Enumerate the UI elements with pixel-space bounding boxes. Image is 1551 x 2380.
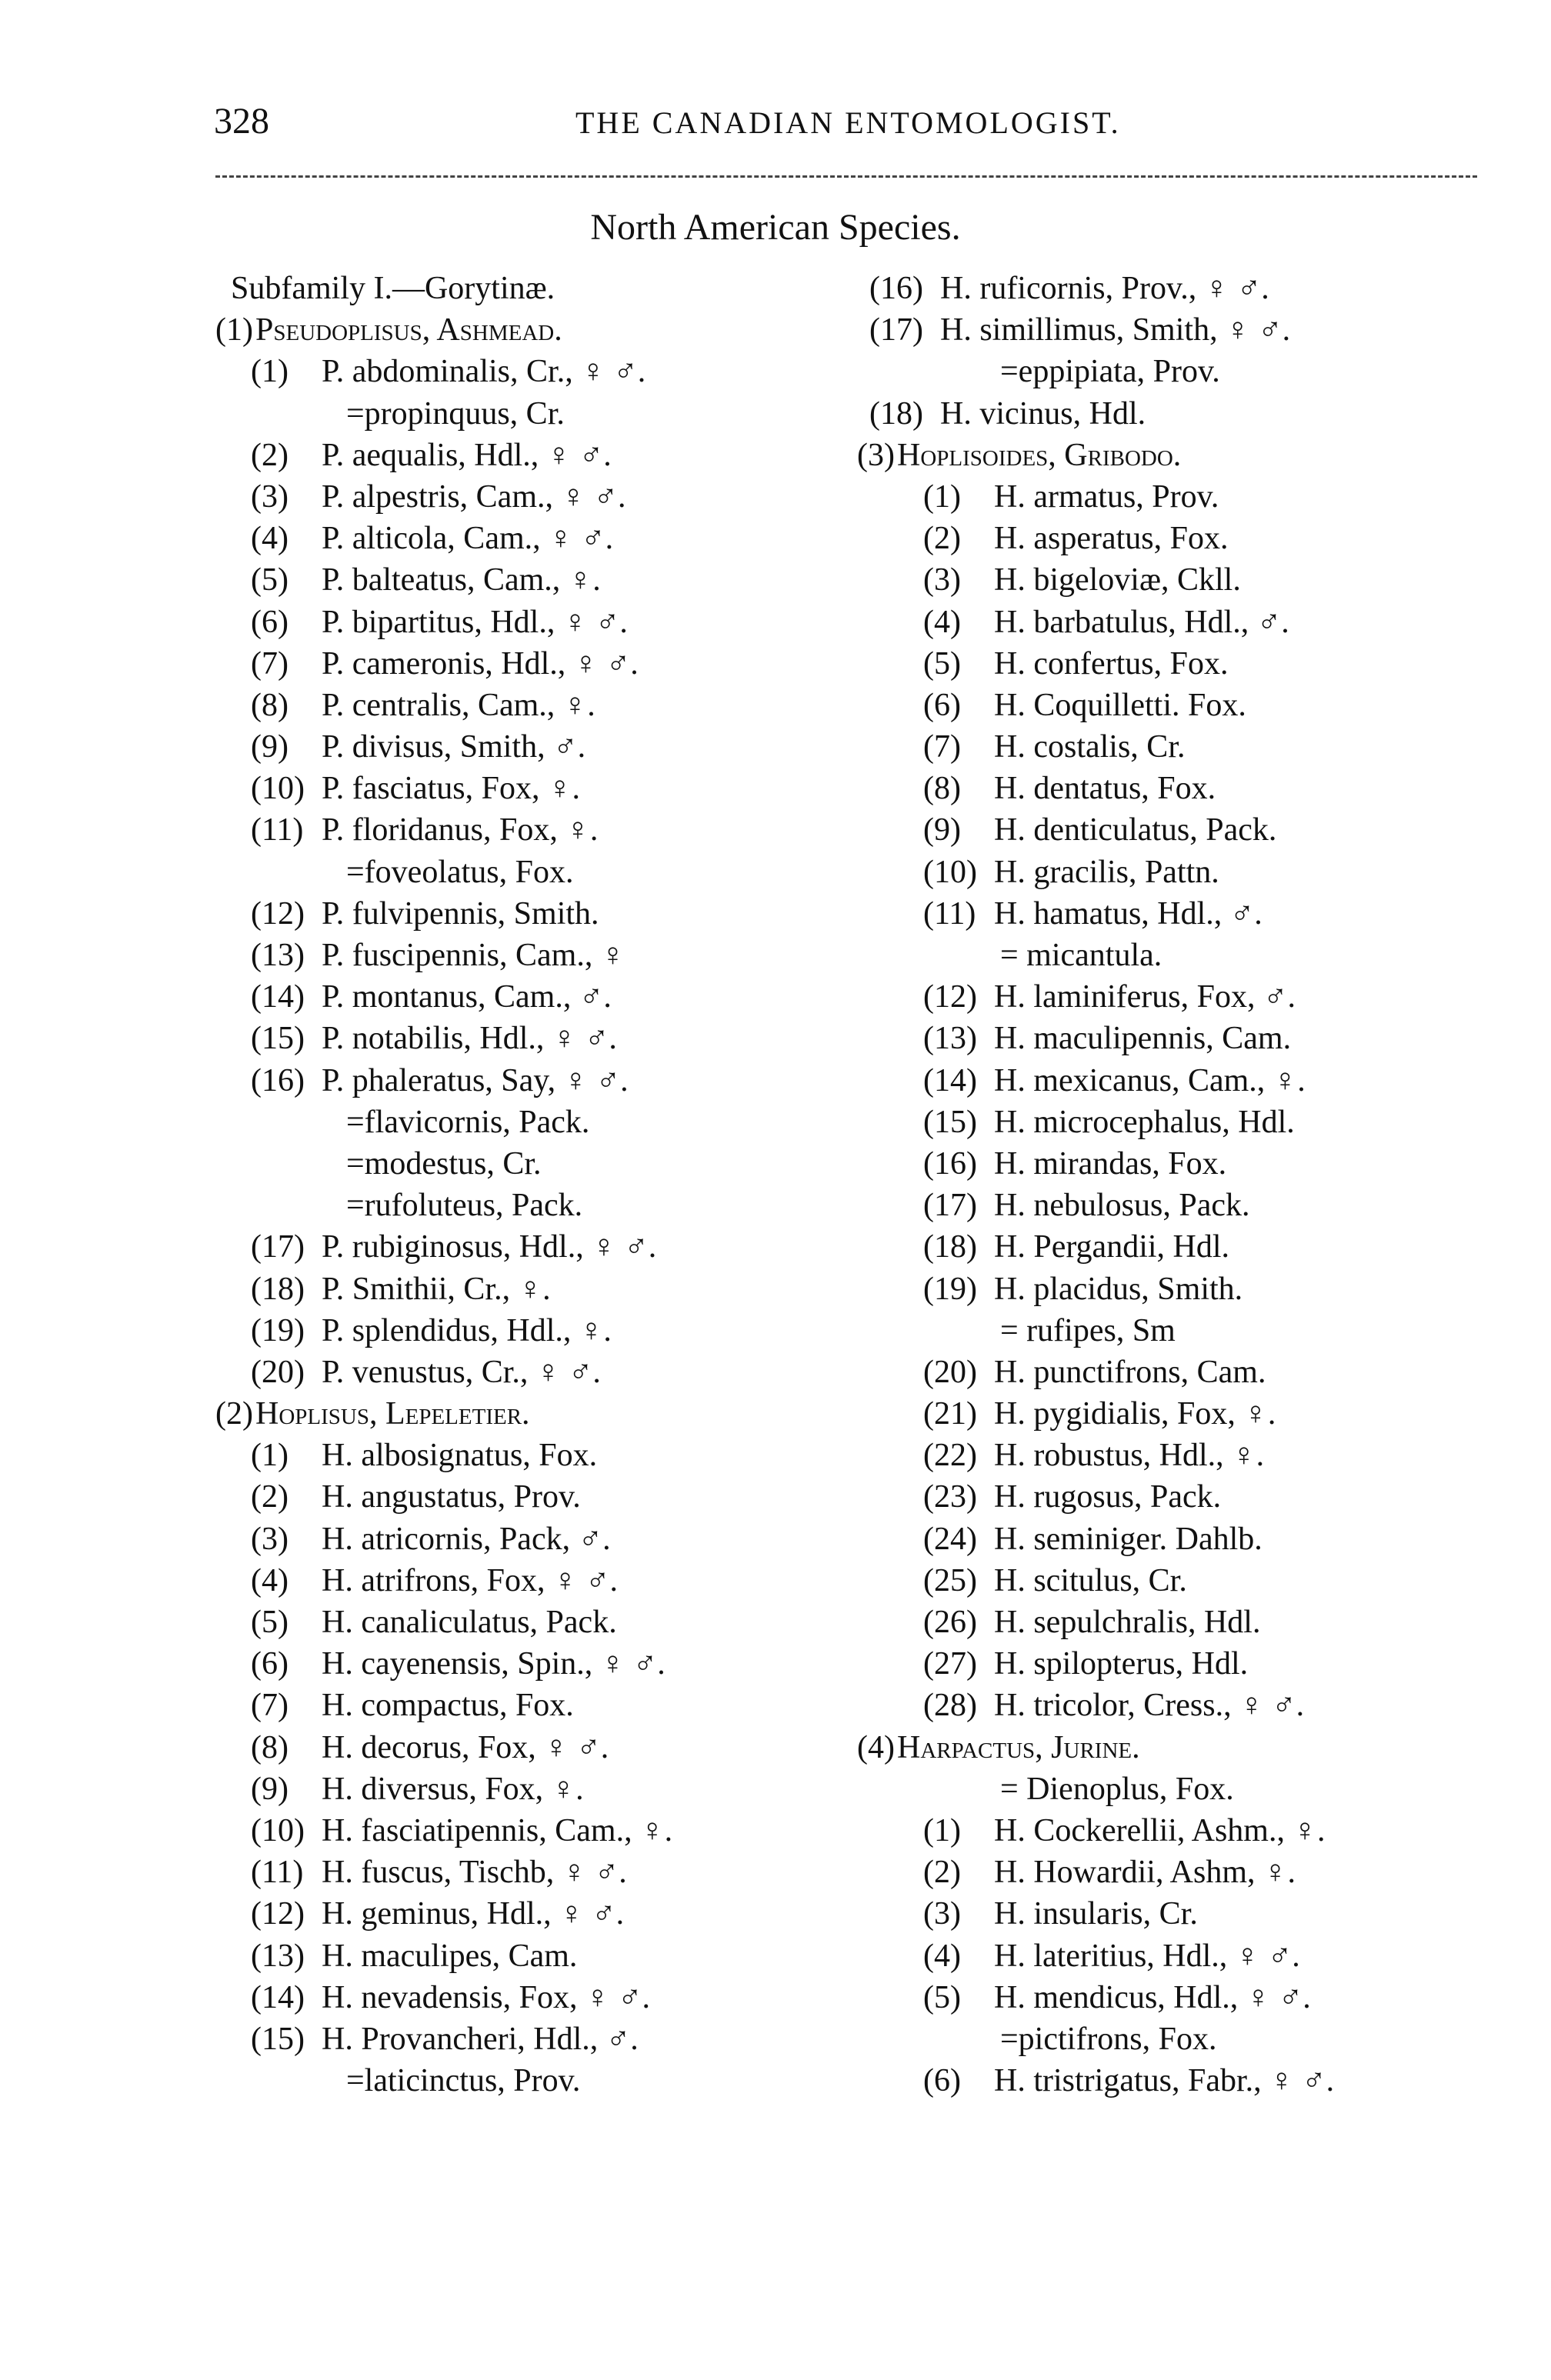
entry-text: H. asperatus, Fox.	[994, 521, 1229, 557]
entry-text: H. rugosus, Pack.	[994, 1479, 1222, 1515]
list-item	[846, 268, 1477, 309]
entry-text: H. maculipennis, Cam.	[994, 1021, 1292, 1057]
entry-text: H. diversus, Fox, ♀.	[322, 1771, 584, 1807]
entry-text: H. sepulchralis, Hdl.	[994, 1605, 1261, 1640]
list-item	[215, 1226, 846, 1268]
entry-number: (17)	[251, 1229, 305, 1265]
entry-text: = rufipes, Sm	[1000, 1312, 1176, 1348]
entry-number: (9)	[251, 1771, 289, 1807]
entry-number: (10)	[251, 771, 305, 807]
entry-text: Subfamily I.—Gorytinæ.	[231, 271, 555, 306]
entry-number: (18)	[251, 1271, 305, 1307]
entry-text: =flavicornis, Pack.	[346, 1104, 590, 1140]
list-item	[215, 852, 846, 893]
list-item	[846, 1476, 1477, 1518]
list-item	[215, 1060, 846, 1102]
entry-number: (8)	[251, 1729, 289, 1765]
entry-number: (12)	[251, 1896, 305, 1932]
entry-text: H. Provancheri, Hdl., ♂.	[322, 2021, 639, 2057]
list-item	[846, 2060, 1477, 2102]
entry-number: (4)	[923, 1938, 961, 1974]
list-item	[846, 1685, 1477, 1726]
list-item	[215, 1685, 846, 1726]
entry-number: (13)	[923, 1021, 977, 1057]
entry-number: (3)	[857, 437, 895, 473]
entry-text: H. cayenensis, Spin., ♀ ♂.	[322, 1646, 665, 1682]
list-item	[215, 1435, 846, 1476]
entry-text: H. mirandas, Fox.	[994, 1145, 1227, 1182]
entry-text: Pseudoplisus, Ashmead.	[255, 312, 562, 348]
entry-text: Hoplisus, Lepeletier.	[255, 1396, 530, 1432]
entry-text: =propinquus, Cr.	[346, 395, 565, 432]
entry-text: = micantula.	[1000, 938, 1162, 973]
entry-text: H. mexicanus, Cam., ♀.	[994, 1062, 1306, 1098]
list-item	[215, 1852, 846, 1893]
entry-text: P. alticola, Cam., ♀ ♂.	[322, 521, 614, 557]
list-item	[215, 393, 846, 435]
list-item	[215, 518, 846, 559]
entry-text: P. fasciatus, Fox, ♀.	[322, 771, 580, 807]
entry-number: (7)	[923, 729, 961, 765]
entry-number: (10)	[251, 1812, 305, 1848]
entry-text: H. denticulatus, Pack.	[994, 812, 1277, 848]
entry-number: (22)	[923, 1438, 977, 1474]
entry-text: P. cameronis, Hdl., ♀ ♂.	[322, 645, 639, 682]
left-column	[215, 268, 846, 2102]
list-item	[215, 1476, 846, 1518]
running-title: THE CANADIAN ENTOMOLOGIST.	[575, 105, 1121, 140]
page-number: 328	[214, 101, 269, 142]
entry-text: H. placidus, Smith.	[994, 1271, 1243, 1307]
list-item	[215, 1810, 846, 1852]
list-item	[215, 1602, 846, 1643]
entry-text: H. geminus, Hdl., ♀ ♂.	[322, 1896, 625, 1932]
list-item	[846, 726, 1477, 768]
entry-text: H. gracilis, Pattn.	[994, 854, 1219, 890]
entry-number: (15)	[251, 1021, 305, 1057]
list-item	[846, 309, 1477, 351]
list-item	[215, 1268, 846, 1310]
entry-number: (8)	[923, 771, 961, 807]
entry-number: (17)	[869, 312, 923, 348]
entry-number: (15)	[923, 1104, 977, 1140]
entry-number: (1)	[215, 312, 253, 348]
list-item	[215, 2018, 846, 2060]
list-item	[846, 1018, 1477, 1059]
entry-number: (18)	[923, 1229, 977, 1265]
entry-number: (4)	[923, 604, 961, 640]
list-item	[215, 768, 846, 809]
list-item	[846, 935, 1477, 976]
list-item	[846, 976, 1477, 1018]
entry-number: (20)	[923, 1354, 977, 1390]
entry-text: H. lateritius, Hdl., ♀ ♂.	[994, 1938, 1300, 1974]
entry-text: H. angustatus, Prov.	[322, 1479, 581, 1515]
entry-text: H. tristrigatus, Fabr., ♀ ♂.	[994, 2063, 1335, 2099]
entry-text: P. floridanus, Fox, ♀.	[322, 812, 599, 848]
entry-number: (14)	[251, 979, 305, 1015]
entry-number: (6)	[923, 2063, 961, 2099]
list-item	[215, 1727, 846, 1768]
entry-number: (4)	[251, 521, 289, 557]
entry-number: (2)	[923, 1855, 961, 1891]
list-item	[846, 393, 1477, 435]
entry-text: H. tricolor, Cress., ♀ ♂.	[994, 1688, 1305, 1724]
entry-text: H. nebulosus, Pack.	[994, 1188, 1250, 1224]
list-item	[846, 476, 1477, 518]
entry-text: H. Coquilletti. Fox.	[994, 687, 1246, 723]
entry-text: H. barbatulus, Hdl., ♂.	[994, 604, 1289, 640]
entry-text: H. nevadensis, Fox, ♀ ♂.	[322, 1979, 650, 2015]
entry-number: (20)	[251, 1354, 305, 1390]
list-item	[846, 602, 1477, 643]
list-item	[215, 1643, 846, 1685]
list-item	[215, 351, 846, 392]
list-item	[846, 518, 1477, 559]
entry-text: H. fuscus, Tischb, ♀ ♂.	[322, 1855, 627, 1891]
entry-number: (15)	[251, 2021, 305, 2057]
entry-text: H. microcephalus, Hdl.	[994, 1104, 1295, 1140]
entry-number: (25)	[923, 1562, 977, 1598]
list-item	[215, 1393, 846, 1435]
entry-number: (5)	[923, 1979, 961, 2015]
entry-number: (3)	[251, 478, 289, 515]
entry-number: (7)	[251, 1688, 289, 1724]
list-item	[215, 643, 846, 685]
list-item	[215, 2060, 846, 2102]
entry-number: (1)	[923, 478, 961, 515]
entry-number: (14)	[923, 1062, 977, 1098]
entry-text: H. mendicus, Hdl., ♀ ♂.	[994, 1979, 1311, 2015]
entry-text: H. atricornis, Pack, ♂.	[322, 1521, 611, 1557]
entry-number: (27)	[923, 1646, 977, 1682]
list-item	[215, 476, 846, 518]
entry-text: H. seminiger. Dahlb.	[994, 1521, 1262, 1557]
list-item	[846, 1226, 1477, 1268]
entry-text: P. splendidus, Hdl., ♀.	[322, 1312, 612, 1348]
list-item	[846, 1560, 1477, 1602]
entry-text: P. centralis, Cam., ♀.	[322, 687, 595, 723]
list-item	[215, 1977, 846, 2018]
entry-text: P. montanus, Cam., ♂.	[322, 979, 612, 1015]
entry-text: P. venustus, Cr., ♀ ♂.	[322, 1354, 601, 1390]
entry-number: (11)	[251, 1855, 304, 1891]
entry-number: (11)	[251, 812, 304, 848]
entry-number: (12)	[923, 979, 977, 1015]
entry-text: P. fuscipennis, Cam., ♀	[322, 938, 625, 973]
list-item	[846, 893, 1477, 935]
list-item	[846, 1060, 1477, 1102]
list-item	[846, 685, 1477, 726]
list-item	[846, 1935, 1477, 1977]
list-item	[215, 1310, 846, 1352]
entry-number: (16)	[251, 1062, 305, 1098]
list-item	[846, 1893, 1477, 1935]
list-item	[846, 1393, 1477, 1435]
entry-number: (16)	[923, 1145, 977, 1182]
header-rule	[215, 175, 1477, 178]
list-item	[215, 1102, 846, 1143]
entry-number: (19)	[251, 1312, 305, 1348]
entry-text: H. Howardii, Ashm, ♀.	[994, 1855, 1296, 1891]
list-item	[846, 1185, 1477, 1226]
entry-text: H. costalis, Cr.	[994, 729, 1186, 765]
list-item	[846, 351, 1477, 392]
list-item	[846, 1435, 1477, 1476]
entry-text: H. punctifrons, Cam.	[994, 1354, 1266, 1390]
entry-text: =laticinctus, Prov.	[346, 2063, 581, 2099]
entry-text: H. albosignatus, Fox.	[322, 1438, 598, 1474]
entry-text: P. abdominalis, Cr., ♀ ♂.	[322, 354, 646, 390]
entry-number: (5)	[251, 562, 289, 598]
list-item	[846, 1310, 1477, 1352]
entry-text: P. notabilis, Hdl., ♀ ♂.	[322, 1021, 617, 1057]
entry-text: P. balteatus, Cam., ♀.	[322, 562, 601, 598]
section-title: North American Species.	[590, 207, 961, 248]
right-column	[846, 268, 1477, 2102]
list-item	[215, 893, 846, 935]
entry-number: (10)	[923, 854, 977, 890]
entry-text: H. hamatus, Hdl., ♂.	[994, 895, 1262, 932]
list-item	[846, 1518, 1477, 1560]
entry-text: H. decorus, Fox, ♀ ♂.	[322, 1729, 609, 1765]
entry-text: H. bigeloviæ, Ckll.	[994, 562, 1241, 598]
list-item	[846, 1643, 1477, 1685]
list-item	[846, 809, 1477, 851]
entry-number: (2)	[251, 1479, 289, 1515]
list-item	[215, 935, 846, 976]
list-item	[846, 559, 1477, 601]
entry-text: P. aequalis, Hdl., ♀ ♂.	[322, 437, 612, 473]
entry-number: (5)	[923, 645, 961, 682]
entry-text: P. alpestris, Cam., ♀ ♂.	[322, 478, 626, 515]
entry-number: (3)	[251, 1521, 289, 1557]
entry-text: = Dienoplus, Fox.	[1000, 1771, 1234, 1807]
entry-text: Harpactus, Jurine.	[897, 1729, 1140, 1765]
entry-text: H. dentatus, Fox.	[994, 771, 1216, 807]
list-item	[215, 1768, 846, 1810]
entry-text: H. insularis, Cr.	[994, 1896, 1198, 1932]
entry-text: H. fasciatipennis, Cam., ♀.	[322, 1812, 673, 1848]
entry-number: (9)	[923, 812, 961, 848]
entry-text: H. robustus, Hdl., ♀.	[994, 1438, 1265, 1474]
entry-number: (1)	[251, 1438, 289, 1474]
list-item	[215, 1893, 846, 1935]
entry-number: (14)	[251, 1979, 305, 2015]
list-item	[215, 1185, 846, 1226]
entry-text: H. maculipes, Cam.	[322, 1938, 578, 1974]
list-item	[215, 1935, 846, 1977]
entry-number: (13)	[251, 938, 305, 973]
entry-text: P. phaleratus, Say, ♀ ♂.	[322, 1062, 629, 1098]
list-item	[215, 1560, 846, 1602]
list-item	[215, 1018, 846, 1059]
entry-number: (4)	[251, 1562, 289, 1598]
entry-text: H. atrifrons, Fox, ♀ ♂.	[322, 1562, 618, 1598]
entry-number: (16)	[869, 271, 923, 306]
entry-number: (2)	[251, 437, 289, 473]
entry-text: H. scitulus, Cr.	[994, 1562, 1187, 1598]
entry-text: =rufoluteus, Pack.	[346, 1188, 583, 1224]
entry-number: (3)	[923, 562, 961, 598]
entry-number: (8)	[251, 687, 289, 723]
list-item	[846, 2018, 1477, 2060]
entry-number: (6)	[923, 687, 961, 723]
list-item	[215, 726, 846, 768]
entry-number: (26)	[923, 1605, 977, 1640]
entry-text: =eppipiata, Prov.	[1000, 354, 1220, 390]
list-item	[846, 1727, 1477, 1768]
entry-number: (6)	[251, 604, 289, 640]
list-item	[215, 685, 846, 726]
list-item	[846, 1602, 1477, 1643]
list-item	[215, 1143, 846, 1185]
entry-text: H. simillimus, Smith, ♀ ♂.	[940, 312, 1291, 348]
page-header	[214, 100, 1476, 146]
list-item	[215, 559, 846, 601]
list-item	[215, 976, 846, 1018]
list-item	[215, 435, 846, 476]
entry-number: (11)	[923, 895, 976, 932]
list-item	[215, 1518, 846, 1560]
entry-number: (24)	[923, 1521, 977, 1557]
entry-text: H. ruficornis, Prov., ♀ ♂.	[940, 271, 1269, 306]
entry-number: (4)	[857, 1729, 895, 1765]
list-item	[846, 768, 1477, 809]
list-item	[846, 1143, 1477, 1185]
entry-number: (17)	[923, 1188, 977, 1224]
list-item	[846, 1768, 1477, 1810]
list-item	[215, 809, 846, 851]
entry-number: (13)	[251, 1938, 305, 1974]
entry-text: Hoplisoides, Gribodo.	[897, 437, 1182, 473]
entry-text: P. Smithii, Cr., ♀.	[322, 1271, 551, 1307]
entry-text: P. rubiginosus, Hdl., ♀ ♂.	[322, 1229, 657, 1265]
entry-text: H. confertus, Fox.	[994, 645, 1229, 682]
entry-number: (23)	[923, 1479, 977, 1515]
entry-number: (1)	[923, 1812, 961, 1848]
entry-text: H. pygidialis, Fox, ♀.	[994, 1396, 1276, 1432]
entry-text: =pictifrons, Fox.	[1000, 2021, 1217, 2057]
list-item	[846, 435, 1477, 476]
entry-text: H. canaliculatus, Pack.	[322, 1605, 617, 1640]
entry-text: H. Pergandii, Hdl.	[994, 1229, 1230, 1265]
list-item	[846, 643, 1477, 685]
entry-number: (9)	[251, 729, 289, 765]
entry-number: (7)	[251, 645, 289, 682]
entry-text: H. armatus, Prov.	[994, 478, 1219, 515]
list-item	[215, 1352, 846, 1393]
entry-number: (28)	[923, 1688, 977, 1724]
entry-text: H. laminiferus, Fox, ♂.	[994, 979, 1296, 1015]
list-item	[846, 852, 1477, 893]
entry-text: H. vicinus, Hdl.	[940, 395, 1146, 432]
entry-number: (2)	[923, 521, 961, 557]
list-item	[846, 1852, 1477, 1893]
entry-number: (6)	[251, 1646, 289, 1682]
entry-number: (18)	[869, 395, 923, 432]
entry-number: (21)	[923, 1396, 977, 1432]
entry-text: =modestus, Cr.	[346, 1145, 542, 1182]
entry-text: =foveolatus, Fox.	[346, 854, 574, 890]
entry-text: P. divisus, Smith, ♂.	[322, 729, 586, 765]
entry-number: (1)	[251, 354, 289, 390]
list-item	[846, 1352, 1477, 1393]
list-item	[846, 1810, 1477, 1852]
entry-text: P. bipartitus, Hdl., ♀ ♂.	[322, 604, 628, 640]
entry-number: (12)	[251, 895, 305, 932]
list-item	[846, 1977, 1477, 2018]
entry-number: (19)	[923, 1271, 977, 1307]
list-item	[215, 602, 846, 643]
list-item	[215, 268, 846, 309]
entry-text: P. fulvipennis, Smith.	[322, 895, 599, 932]
list-item	[215, 309, 846, 351]
entry-number: (5)	[251, 1605, 289, 1640]
list-item	[846, 1268, 1477, 1310]
entry-text: H. spilopterus, Hdl.	[994, 1646, 1249, 1682]
entry-text: H. Cockerellii, Ashm., ♀.	[994, 1812, 1326, 1848]
list-item	[846, 1102, 1477, 1143]
entry-number: (2)	[215, 1396, 253, 1432]
entry-number: (3)	[923, 1896, 961, 1932]
entry-text: H. compactus, Fox.	[322, 1688, 574, 1724]
